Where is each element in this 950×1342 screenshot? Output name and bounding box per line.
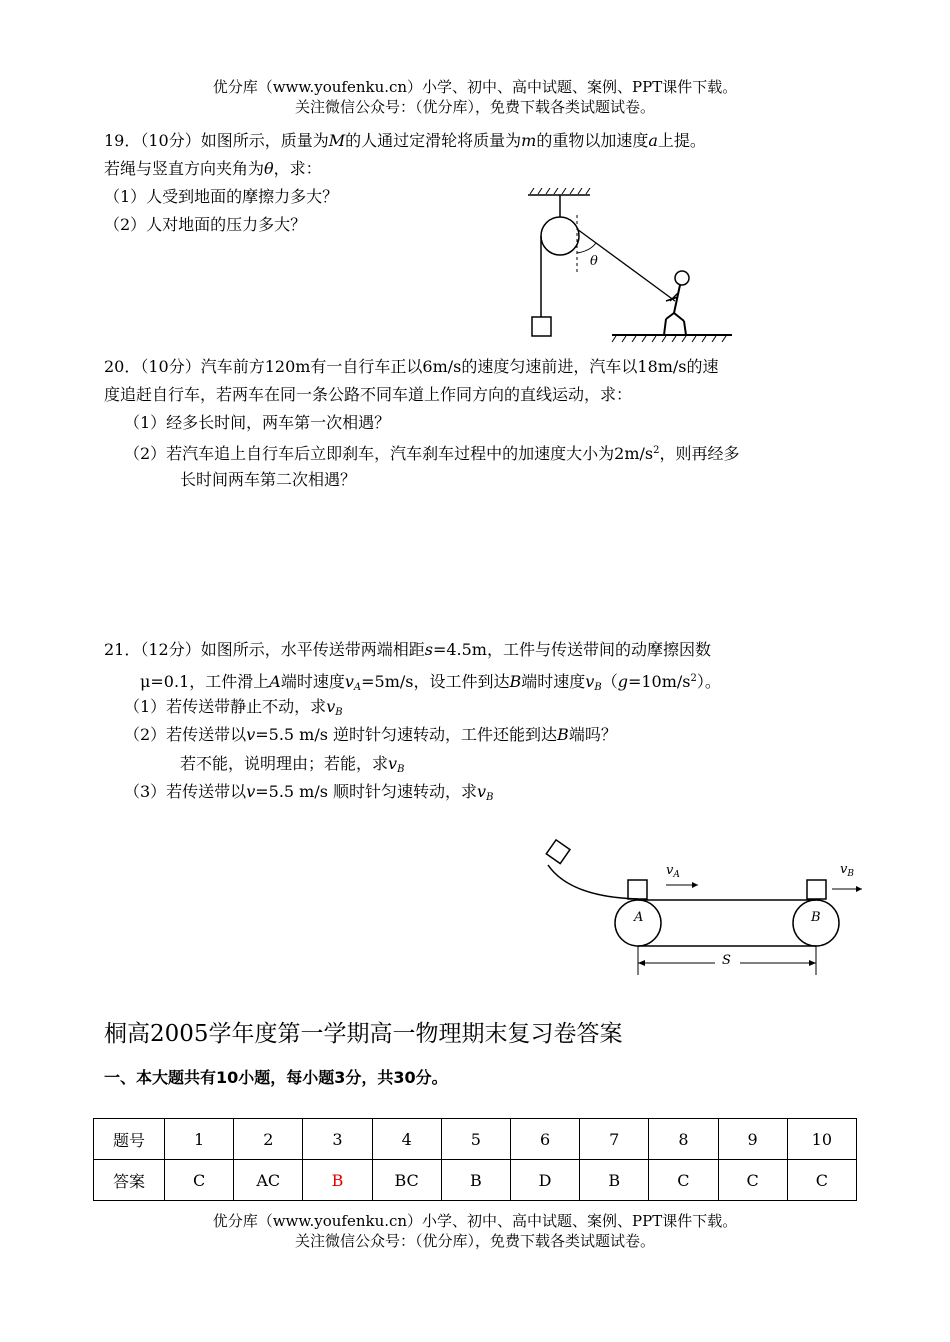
row-label-answer: 答案 <box>94 1160 165 1201</box>
q21-label-vB: $v_B$ <box>840 862 854 879</box>
q19-theta-label: θ <box>590 254 598 269</box>
footer-line-2: 关注微信公众号：（优分库），免费下载各类试题试卷。 <box>294 1232 655 1250</box>
q19-pulley-figure <box>520 185 740 345</box>
q19-line-2: 若绳与竖直方向夹角为θ，求： <box>104 159 322 178</box>
q20-line-2: 度追赶自行车，若两车在同一条公路不同车道上作同方向的直线运动，求： <box>104 385 633 404</box>
q21-label-A: A <box>634 910 644 925</box>
q21-sub-3: （3）若传送带以v=5.5 m/s 顺时针匀速转动，求$v_B$ <box>124 782 494 803</box>
cell-answer: C <box>649 1160 718 1201</box>
q21-line-2: μ=0.1，工件滑上A端时速度$v_A=5m/s$，设工件到达B端时速度$v_B(g=10m/s^2)$。 <box>140 672 721 693</box>
q20-sub-2-cont: 长时间两车第二次相遇？ <box>180 470 357 489</box>
q21-conveyor-figure <box>540 835 870 980</box>
cell-num: 10 <box>787 1119 856 1160</box>
cell-num: 9 <box>718 1119 787 1160</box>
cell-num: 1 <box>165 1119 234 1160</box>
cell-answer: B <box>441 1160 510 1201</box>
q19-line-1: 19．（10分）如图所示，质量为M的人通过定滑轮将质量为m的重物以加速度a上提。 <box>104 131 706 150</box>
footer-line-1: 优分库（www.youfenku.cn）小学、初中、高中试题、案例、PPT课件下载。 <box>212 1212 738 1230</box>
cell-answer: AC <box>234 1160 303 1201</box>
table-row-numbers <box>94 1119 857 1160</box>
cell-answer: C <box>165 1160 234 1201</box>
header-line-1: 优分库（www.youfenku.cn）小学、初中、高中试题、案例、PPT课件下载。 <box>212 78 738 96</box>
cell-answer: B <box>580 1160 649 1201</box>
cell-num: 3 <box>303 1119 372 1160</box>
cell-num: 8 <box>649 1119 718 1160</box>
answer-table <box>93 1118 857 1201</box>
cell-answer-highlighted: B <box>303 1160 372 1201</box>
q21-label-vA: $v_A$ <box>666 863 680 880</box>
table-row-answers <box>94 1160 857 1201</box>
cell-answer: BC <box>372 1160 441 1201</box>
q21-sub-1: （1）若传送带静止不动，求$v_B$ <box>124 697 343 718</box>
q19-sub-2: （2）人对地面的压力多大？ <box>104 215 307 234</box>
header-line-2: 关注微信公众号：（优分库），免费下载各类试题试卷。 <box>294 98 655 116</box>
row-label-number: 题号 <box>94 1119 165 1160</box>
q21-sub-2: （2）若传送带以v=5.5 m/s 逆时针匀速转动，工件还能到达B端吗？ <box>124 725 617 744</box>
cell-num: 5 <box>441 1119 510 1160</box>
cell-num: 2 <box>234 1119 303 1160</box>
cell-answer: C <box>718 1160 787 1201</box>
cell-num: 4 <box>372 1119 441 1160</box>
q19-sub-1: （1）人受到地面的摩擦力多大？ <box>104 187 339 206</box>
cell-answer: C <box>787 1160 856 1201</box>
q21-sub-2-cont: 若不能，说明理由；若能，求$v_B$ <box>180 754 405 775</box>
cell-num: 6 <box>510 1119 579 1160</box>
q20-sub-2: （2）若汽车追上自行车后立即刹车，汽车刹车过程中的加速度大小为$2m/s^2$，则再经多 <box>124 444 740 463</box>
answers-section-heading: 一、本大题共有10小题，每小题3分，共30分。 <box>104 1068 448 1087</box>
q21-line-1: 21．（12分）如图所示，水平传送带两端相距s=4.5m，工件与传送带间的动摩擦因数 <box>104 640 711 659</box>
q21-label-S: S <box>722 953 731 968</box>
answers-title: 桐高2005学年度第一学期高一物理期末复习卷答案 <box>104 1021 623 1047</box>
q20-sub-1: （1）经多长时间，两车第一次相遇？ <box>124 413 391 432</box>
cell-answer: D <box>510 1160 579 1201</box>
q20-line-1: 20．（10分）汽车前方120m有一自行车正以6m/s的速度匀速前进，汽车以18m/s的速 <box>104 357 719 376</box>
q21-label-B: B <box>811 910 821 925</box>
cell-num: 7 <box>580 1119 649 1160</box>
